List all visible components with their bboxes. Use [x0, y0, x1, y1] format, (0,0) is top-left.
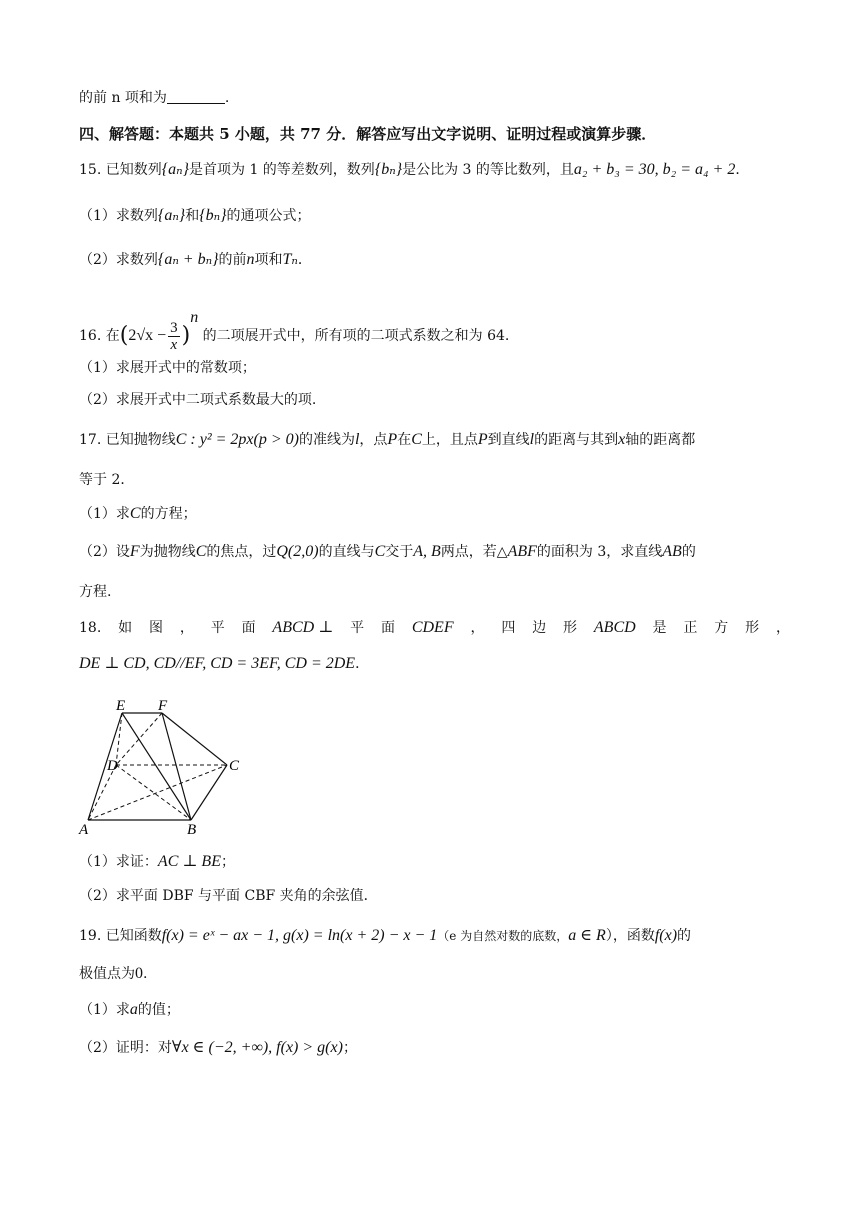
geometry-figure: [76, 694, 256, 840]
label-C: C: [229, 758, 240, 774]
q17-stem-cont: 等于 2．: [79, 472, 135, 488]
q17-part2-cont: 方程.: [79, 584, 112, 600]
section-header: 四、解答题：本题共 5 小题，共 77 分．解答应写出文字说明、证明过程或演算步骤．: [79, 125, 657, 143]
intro-line: 的前 n 项和为 .: [79, 90, 230, 106]
answer-blank: [167, 89, 225, 104]
label-A: A: [79, 822, 89, 838]
q19-stem-cont: 极值点为0.: [79, 965, 148, 982]
q19-stem: 19. 已知函数f(x) = eˣ − ax − 1, g(x) = ln(x + 2) − x − 1（e 为自然对数的底数，a ∈ R），函数f(x)的: [79, 927, 692, 944]
q19-part1: （1）求a的值；: [79, 1001, 180, 1018]
q15-stem: 15. 已知数列{aₙ}是首项为 1 的等差数列，数列{bₙ}是公比为 3 的等比数列，且a₂ + b₃ = 30, b₂ = a₄ + 2．: [79, 161, 750, 178]
q15-part1: （1）求数列{aₙ}和{bₙ}的通项公式；: [79, 207, 311, 224]
q18-stem: 18. 如 图 ， 平 面 ABCD ⊥ 平 面 CDEF ， 四 边 形 ABCD 是 正 方 形 ，: [79, 619, 790, 636]
label-D: D: [107, 758, 118, 774]
q17-part1: （1）求C的方程；: [79, 505, 197, 522]
q17-stem: 17. 已知抛物线C : y² = 2px(p > 0)的准线为l，点P在C上，且点P到直线l的距离与其到x轴的距离都: [79, 431, 696, 448]
q16-stem: 16. 在(2√x − $\frac{3}{x}$ )$^n$ 的二项展开式中，所有项的二项式系数之和为 64.: [79, 309, 510, 353]
q16-part2: （2）求展开式中二项式系数最大的项.: [79, 392, 317, 408]
q19-part2: （2）证明：对∀x ∈ (−2, +∞), f(x) > g(x)；: [79, 1039, 357, 1056]
label-B: B: [187, 822, 197, 838]
q18-conditions: DE ⊥ CD, CD//EF, CD = 3EF, CD = 2DE．: [79, 655, 370, 672]
fraction: $\frac{3}{x}$: [170, 319, 178, 353]
q18-part1: （1）求证：AC ⊥ BE；: [79, 853, 235, 870]
q16-part1: （1）求展开式中的常数项；: [79, 360, 256, 376]
q17-part2: （2）设F为抛物线C的焦点，过Q(2,0)的直线与C交于A, B两点，若△ABF的面积为 3，求直线AB的: [79, 543, 696, 560]
q15-part2: （2）求数列{aₙ + bₙ}的前n项和Tₙ．: [79, 251, 312, 268]
label-E: E: [116, 698, 126, 714]
label-F: F: [158, 698, 168, 714]
q18-part2: （2）求平面 DBF 与平面 CBF 夹角的余弦值．: [79, 888, 378, 904]
